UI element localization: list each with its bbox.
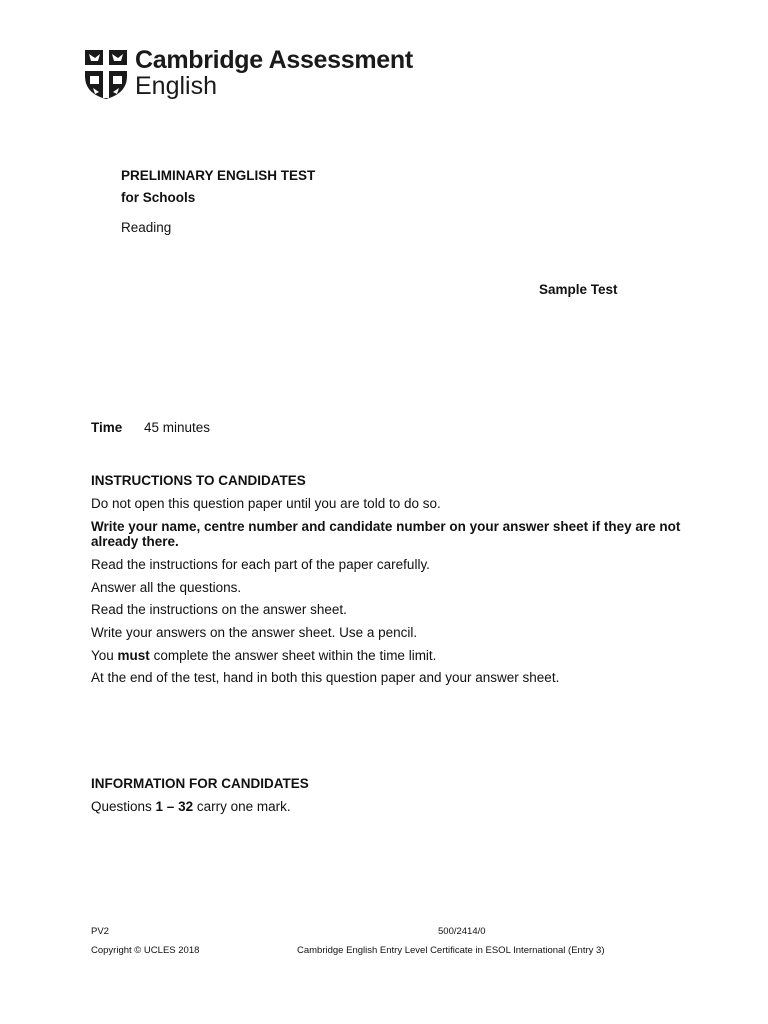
paper-code: PV2 (91, 926, 109, 937)
sample-test-label: Sample Test (539, 282, 618, 297)
copyright-notice: Copyright © UCLES 2018 (91, 945, 200, 956)
instruction-item (91, 648, 711, 663)
instruction-item: Write your answers on the answer sheet. Use a pencil. (91, 625, 418, 640)
cambridge-logo (83, 46, 413, 102)
emphasis-text: must (117, 648, 150, 663)
instruction-text: You (91, 648, 118, 663)
instruction-item-bold: Write your name, centre number and candidate number on your answer sheet if they are not already there. (91, 519, 681, 549)
information-text (91, 799, 291, 814)
instruction-item: Read the instructions on the answer sheet. (91, 602, 347, 617)
information-text-part: Questions (91, 799, 156, 814)
information-heading: INFORMATION FOR CANDIDATES (91, 776, 309, 791)
qualification-name: Cambridge English Entry Level Certificate in ESOL International (Entry 3) (297, 945, 605, 956)
qualification-reference: 500/2414/0 (438, 926, 486, 937)
instruction-text: complete the answer sheet within the time limit. (149, 648, 437, 663)
cambridge-shield-crest-icon (83, 48, 129, 100)
instruction-item: At the end of the test, hand in both this question paper and your answer sheet. (91, 670, 560, 685)
instruction-item: Do not open this question paper until you are told to do so. (91, 496, 441, 511)
exam-title: PRELIMINARY ENGLISH TEST (121, 168, 316, 183)
instruction-item: Read the instructions for each part of the paper carefully. (91, 557, 430, 572)
information-text-part: carry one mark. (193, 799, 291, 814)
exam-subtitle: for Schools (121, 190, 196, 205)
exam-subject: Reading (121, 220, 172, 235)
logo-text-secondary: English (135, 72, 217, 100)
instruction-item: Answer all the questions. (91, 580, 242, 595)
time-value: 45 minutes (144, 420, 211, 435)
instructions-heading: INSTRUCTIONS TO CANDIDATES (91, 473, 306, 488)
question-range: 1 – 32 (155, 799, 194, 814)
time-label: Time (91, 420, 123, 435)
logo-text-primary: Cambridge Assessment (135, 46, 413, 74)
